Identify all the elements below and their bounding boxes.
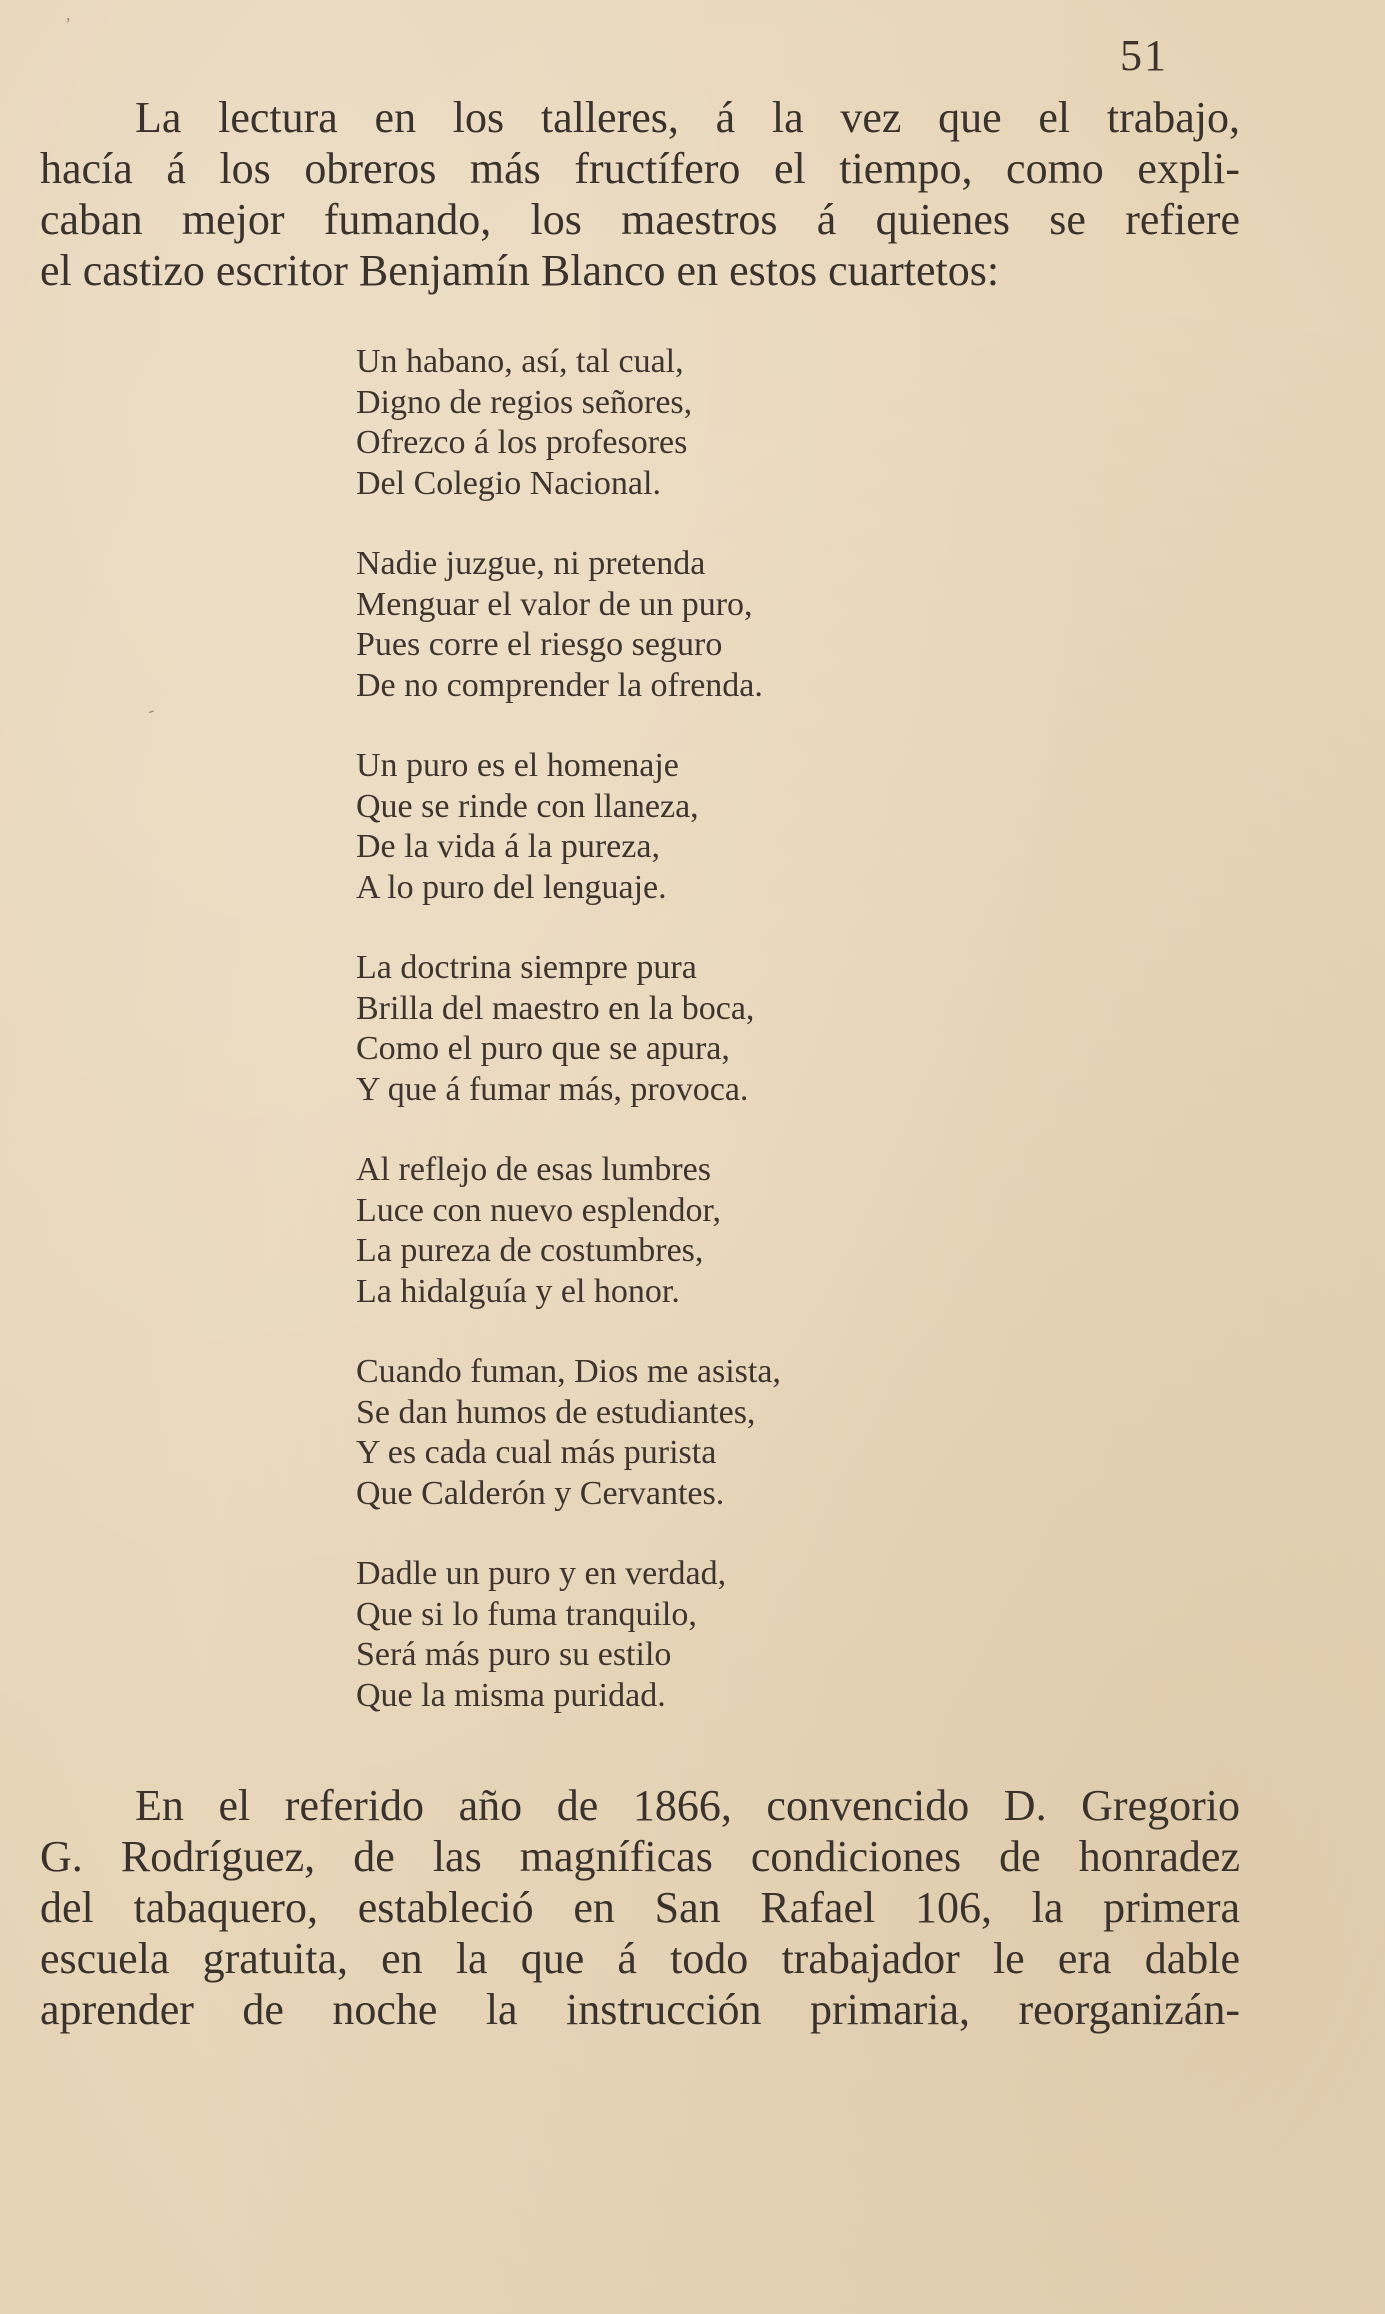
paragraph-line: aprender de noche la instrucción primaria, reorganizán-: [40, 1985, 1240, 2034]
poem-verse: A lo puro del lenguaje.: [356, 868, 667, 906]
poem-verse: Dadle un puro y en verdad,: [356, 1555, 727, 1592]
ink-speck: ,: [66, 4, 71, 24]
paragraph-line: La lectura en los talleres, á la vez que el trabajo,: [135, 93, 1240, 142]
poem-verse: De no comprender la ofrenda.: [356, 666, 763, 704]
poem-stanza: [356, 1352, 1056, 1514]
poem-verse: Un habano, así, tal cual,: [356, 343, 684, 380]
ink-speck: -: [144, 699, 158, 721]
poem-verse: La pureza de costumbres,: [356, 1232, 704, 1269]
poem-verse: Que Calderón y Cervantes.: [356, 1474, 725, 1512]
poem-verse: Pues corre el riesgo seguro: [356, 626, 723, 663]
poem-verse: Que si lo fuma tranquilo,: [356, 1595, 697, 1633]
intro-paragraph: [40, 92, 1240, 296]
paragraph-line: del tabaquero, estableció en San Rafael 106, la primera: [40, 1883, 1240, 1932]
paragraph-line: G. Rodríguez, de las magníficas condiciones de honradez: [40, 1832, 1240, 1881]
paragraph-line: caban mejor fumando, los maestros á quienes se refiere: [40, 195, 1240, 244]
poem-verse: Será más puro su estilo: [356, 1636, 672, 1673]
poem-verse: Brilla del maestro en la boca,: [356, 989, 755, 1027]
poem-stanza: [356, 746, 1056, 908]
poem-stanza: [356, 544, 1056, 706]
poem-verse: Luce con nuevo esplendor,: [356, 1191, 721, 1229]
poem-verse: Como el puro que se apura,: [356, 1030, 730, 1067]
poem-stanza: [356, 1150, 1056, 1312]
poem-verse: Al reflejo de esas lumbres: [356, 1151, 711, 1188]
poem-stanza: [356, 948, 1056, 1110]
poem-verse: Cuando fuman, Dios me asista,: [356, 1353, 781, 1390]
poem-verse: De la vida á la pureza,: [356, 828, 660, 865]
poem-verse: Del Colegio Nacional.: [356, 464, 661, 502]
poem-verse: La doctrina siempre pura: [356, 949, 697, 986]
poem-verse: Nadie juzgue, ni pretenda: [356, 545, 706, 582]
poem-stanza: [356, 1554, 1056, 1716]
page-number: 51: [1120, 31, 1168, 80]
poem-verse: Digno de regios señores,: [356, 383, 693, 421]
poem-verse: Que la misma puridad.: [356, 1676, 666, 1714]
paragraph-line: el castizo escritor Benjamín Blanco en estos cuartetos:: [40, 246, 1000, 295]
poem-verse: Ofrezco á los profesores: [356, 424, 688, 461]
paragraph-line: En el referido año de 1866, convencido D. Gregorio: [135, 1781, 1240, 1830]
poem-stanza: [356, 342, 1056, 504]
poem-verse: Menguar el valor de un puro,: [356, 585, 753, 623]
poem-verse: Y es cada cual más purista: [356, 1434, 717, 1471]
poem: [356, 342, 1056, 1756]
paragraph-line: escuela gratuita, en la que á todo trabajador le era dable: [40, 1934, 1240, 1983]
poem-verse: Un puro es el homenaje: [356, 747, 679, 784]
paragraph-line: hacía á los obreros más fructífero el tiempo, como expli-: [40, 144, 1240, 193]
poem-verse: Se dan humos de estudiantes,: [356, 1393, 756, 1431]
poem-verse: La hidalguía y el honor.: [356, 1272, 680, 1310]
closing-paragraph: [40, 1780, 1240, 2035]
poem-verse: Que se rinde con llaneza,: [356, 787, 699, 825]
poem-verse: Y que á fumar más, provoca.: [356, 1070, 749, 1108]
